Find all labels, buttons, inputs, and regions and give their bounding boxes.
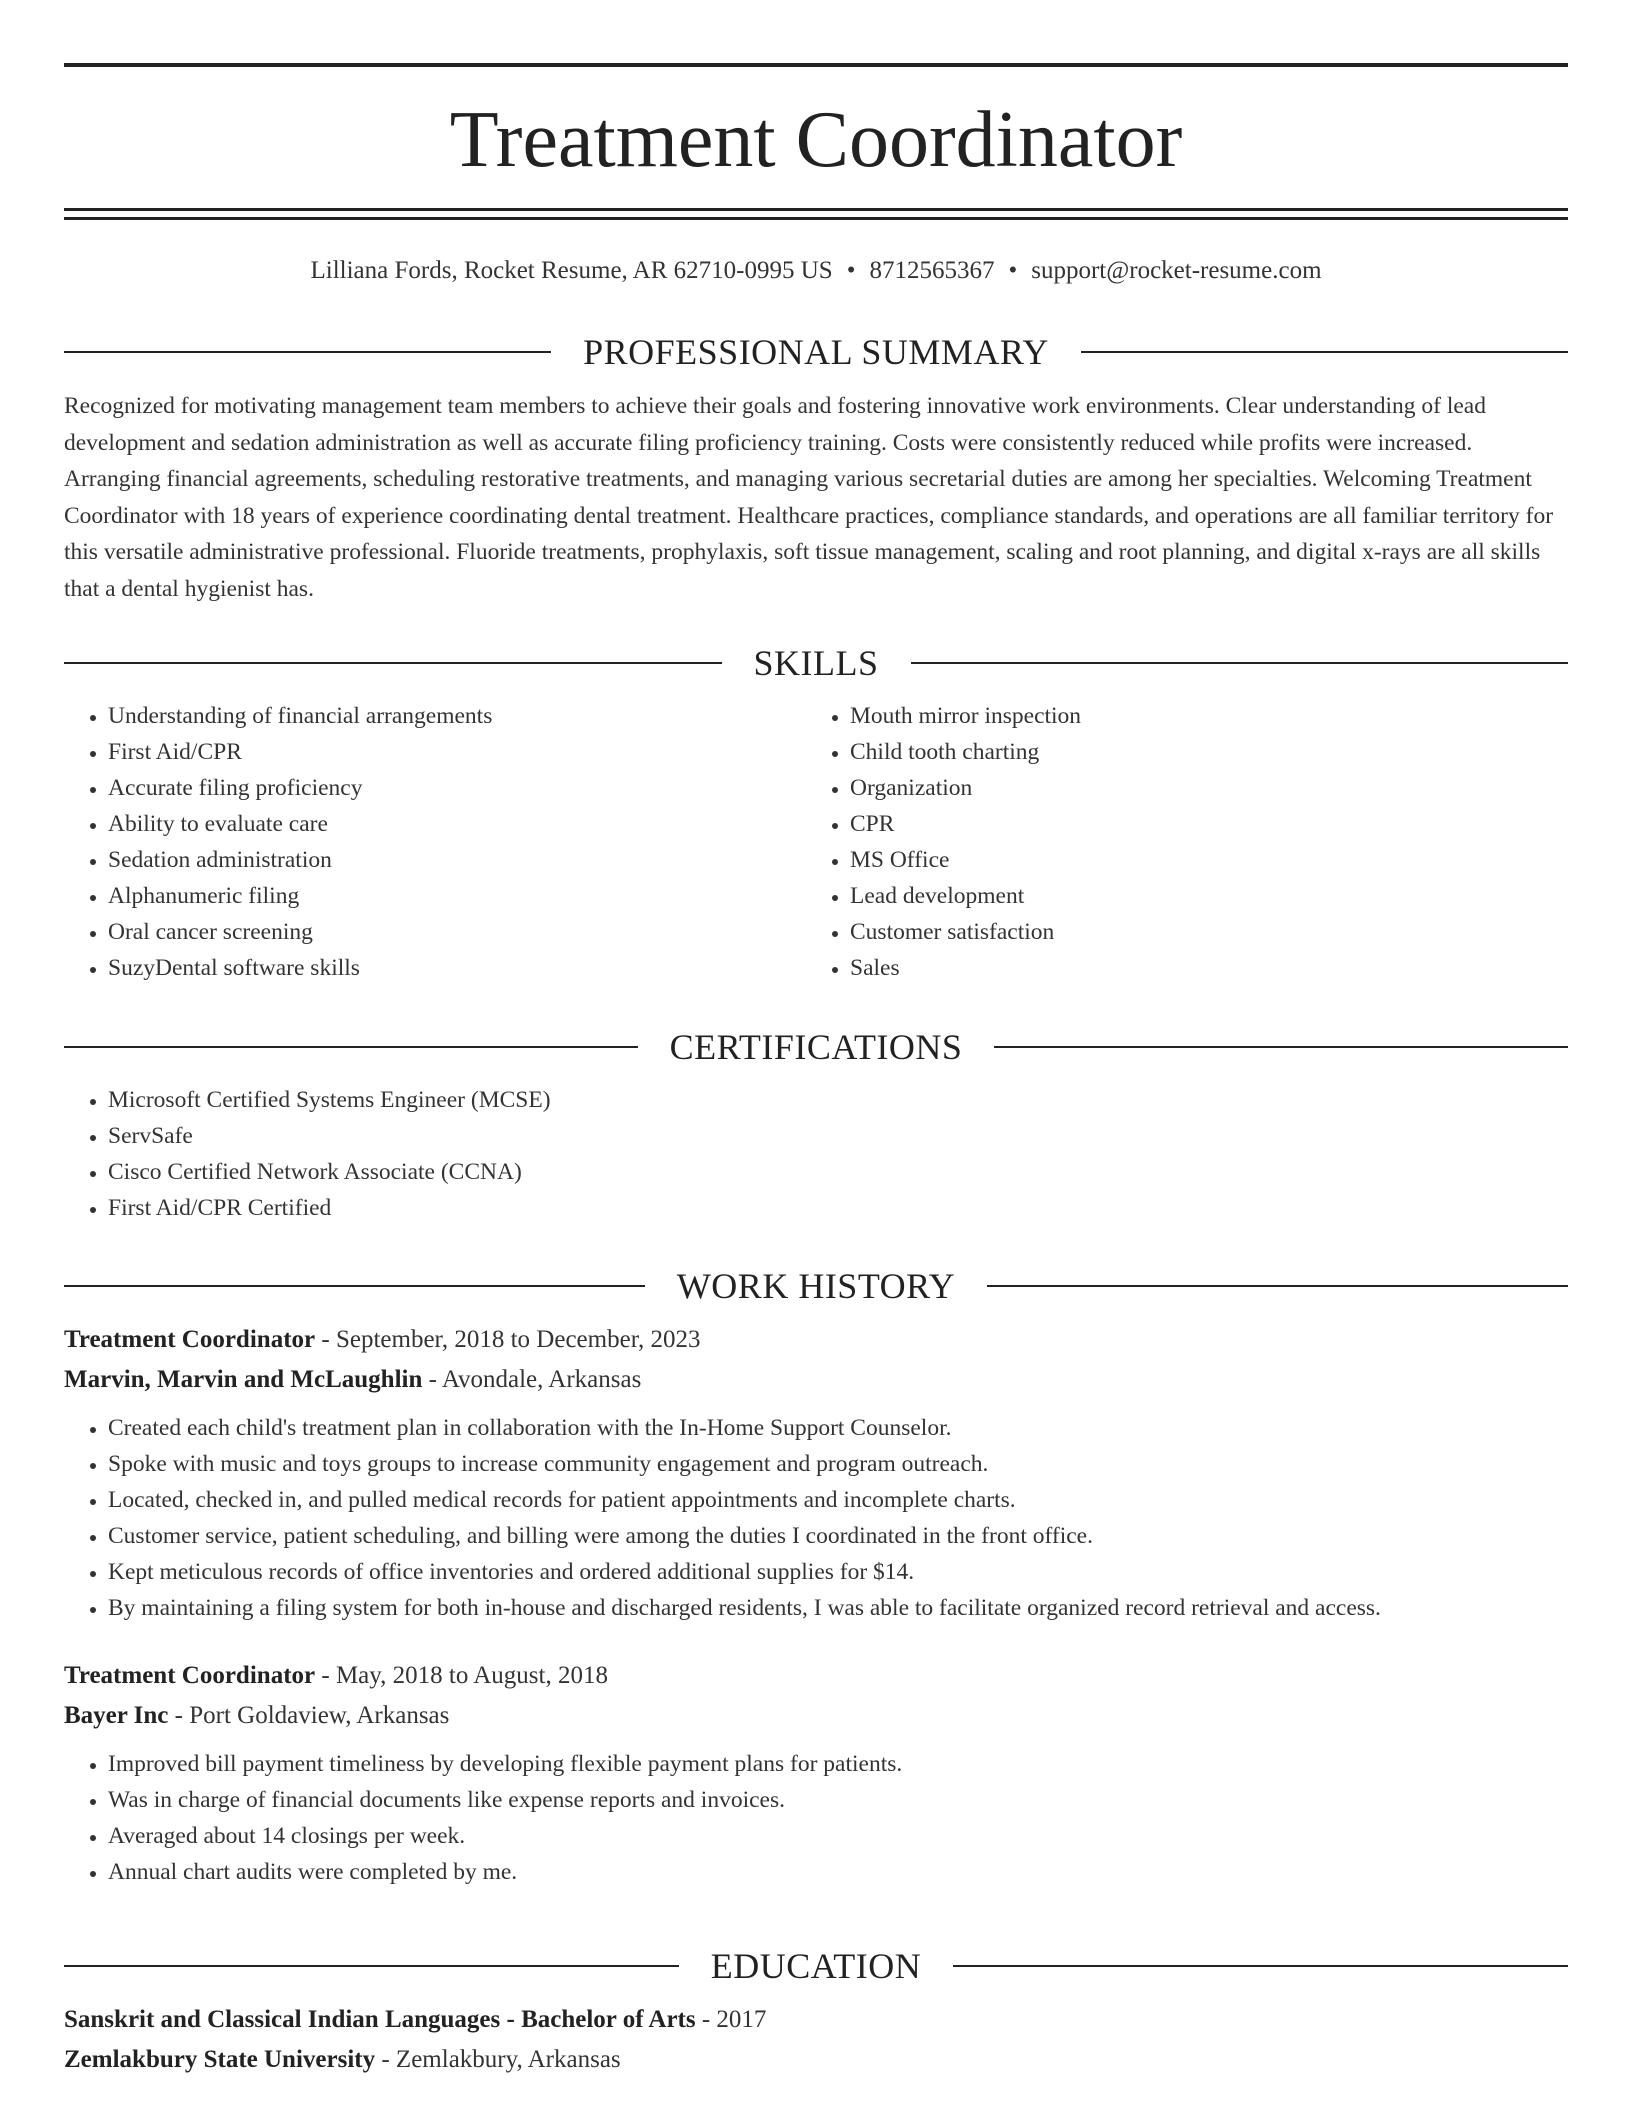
skills-section — [64, 641, 1568, 986]
work-history-section — [64, 1264, 1568, 1890]
job-bullet: • Customer service, patient scheduling, and billing were among the duties I coordinated in the front office. — [108, 1518, 1568, 1554]
top-rule — [64, 63, 1568, 67]
job-bullet: • Created each child's treatment plan in collaboration with the In-Home Support Counselor. — [108, 1410, 1568, 1446]
certifications-heading — [64, 1025, 1568, 1069]
skills-right-list — [806, 698, 1548, 986]
skill-item: • CPR — [850, 806, 1548, 842]
skills-left-column — [64, 698, 806, 986]
certifications-heading-label: CERTIFICATIONS — [669, 1027, 963, 1067]
job-dates: - May, 2018 to August, 2018 — [315, 1662, 608, 1689]
heading-rule — [987, 1285, 1568, 1287]
education-heading-label: EDUCATION — [710, 1946, 922, 1986]
job-entry — [64, 1656, 1568, 1890]
education-location: - Zemlakbury, Arkansas — [375, 2046, 621, 2073]
skill-item: • Lead development — [850, 878, 1548, 914]
skill-item: • First Aid/CPR — [108, 734, 806, 770]
skills-right-column — [806, 698, 1548, 986]
skill-item: • Customer satisfaction — [850, 914, 1548, 950]
job-bullet: • Kept meticulous records of office inventories and ordered additional supplies for $14. — [108, 1554, 1568, 1590]
heading-rule — [64, 351, 551, 353]
heading-rule — [994, 1046, 1568, 1048]
skills-columns — [64, 698, 1568, 986]
job-bullets — [64, 1410, 1568, 1626]
summary-heading — [64, 330, 1568, 374]
skill-item: • Oral cancer screening — [108, 914, 806, 950]
heading-rule — [911, 662, 1569, 664]
job-title-line — [64, 1320, 1568, 1360]
job-company-line — [64, 1360, 1568, 1400]
heading-rule — [1081, 351, 1568, 353]
job-entry — [64, 1320, 1568, 1626]
job-bullets — [64, 1746, 1568, 1890]
skill-item: • SuzyDental software skills — [108, 950, 806, 986]
contact-address: Lilliana Fords, Rocket Resume, AR 62710-0995 US — [310, 257, 833, 284]
skill-item: • Sedation administration — [108, 842, 806, 878]
job-bullet: • Spoke with music and toys groups to increase community engagement and program outreach. — [108, 1446, 1568, 1482]
heading-rule — [953, 1965, 1568, 1967]
skills-left-list — [64, 698, 806, 986]
certification-item: • First Aid/CPR Certified — [108, 1190, 1568, 1226]
job-location: - Port Goldaview, Arkansas — [168, 1702, 450, 1729]
certification-item: • ServSafe — [108, 1118, 1568, 1154]
certifications-list — [64, 1082, 1568, 1226]
heading-rule — [64, 1965, 679, 1967]
job-bullet: • By maintaining a filing system for both in-house and discharged residents, I was able to facilitate organized record retrieval and access. — [108, 1590, 1568, 1626]
job-title: Treatment Coordinator — [64, 1662, 316, 1689]
summary-text: Recognized for motivating management team members to achieve their goals and fostering innovative work environments. Clear understanding of lead development and sedation administration as well as accurate filing proficiency training. Costs were consistently reduced while profits were increased. Arranging financial agreements, scheduling restorative treatments, and managing various secretarial duties are among her specialties. Welcoming Treatment Coordinator with 18 years of experience coordinating dental treatment. Healthcare practices, compliance standards, and operations are all familiar territory for this versatile administrative professional. Fluoride treatments, prophylaxis, soft tissue management, scaling and root planning, and digital x-rays are all skills that a dental hygienist has. — [64, 393, 1554, 602]
work-history-heading — [64, 1264, 1568, 1308]
certifications-section — [64, 1025, 1568, 1226]
contact-email: support@rocket-resume.com — [1031, 257, 1322, 284]
contact-separator: • — [846, 257, 856, 284]
work-history-heading-label: WORK HISTORY — [676, 1266, 956, 1306]
job-bullet: • Annual chart audits were completed by me. — [108, 1854, 1568, 1890]
education-heading — [64, 1944, 1568, 1988]
skill-item: • Child tooth charting — [850, 734, 1548, 770]
education-degree: Sanskrit and Classical Indian Languages - Bachelor of Arts — [64, 2006, 696, 2033]
job-bullet: • Improved bill payment timeliness by developing flexible payment plans for patients. — [108, 1746, 1568, 1782]
summary-heading-label: PROFESSIONAL SUMMARY — [583, 332, 1049, 372]
education-entry — [64, 2000, 1568, 2080]
contact-separator: • — [1008, 257, 1018, 284]
skill-item: • Mouth mirror inspection — [850, 698, 1548, 734]
education-degree-line — [64, 2000, 1568, 2040]
job-location: - Avondale, Arkansas — [422, 1366, 642, 1393]
skill-item: • Understanding of financial arrangements — [108, 698, 806, 734]
skill-item: • Alphanumeric filing — [108, 878, 806, 914]
title-double-rule — [64, 208, 1568, 220]
job-title: Treatment Coordinator — [64, 1326, 316, 1353]
summary-section — [64, 330, 1568, 607]
job-dates: - September, 2018 to December, 2023 — [315, 1326, 701, 1353]
heading-rule — [64, 1046, 638, 1048]
education-school: Zemlakbury State University — [64, 2046, 376, 2073]
certification-item: • Cisco Certified Network Associate (CCNA) — [108, 1154, 1568, 1190]
skill-item: • Accurate filing proficiency — [108, 770, 806, 806]
education-school-line — [64, 2040, 1568, 2080]
job-company-line — [64, 1696, 1568, 1736]
skills-heading — [64, 641, 1568, 685]
certification-item: • Microsoft Certified Systems Engineer (MCSE) — [108, 1082, 1568, 1118]
skill-item: • Sales — [850, 950, 1548, 986]
job-title-line — [64, 1656, 1568, 1696]
heading-rule — [64, 1285, 645, 1287]
contact-phone: 8712565367 — [869, 257, 995, 284]
skills-heading-label: SKILLS — [753, 643, 879, 683]
heading-rule — [64, 662, 722, 664]
skill-item: • Organization — [850, 770, 1548, 806]
job-company: Bayer Inc — [64, 1702, 169, 1729]
contact-line — [64, 254, 1568, 288]
resume-title: Treatment Coordinator — [449, 96, 1183, 184]
education-year: - 2017 — [695, 2006, 767, 2033]
job-bullet: • Located, checked in, and pulled medical records for patient appointments and incomplete charts. — [108, 1482, 1568, 1518]
education-section — [64, 1944, 1568, 2080]
skill-item: • Ability to evaluate care — [108, 806, 806, 842]
skill-item: • MS Office — [850, 842, 1548, 878]
job-bullet: • Averaged about 14 closings per week. — [108, 1818, 1568, 1854]
job-company: Marvin, Marvin and McLaughlin — [64, 1366, 423, 1393]
job-bullet: • Was in charge of financial documents like expense reports and invoices. — [108, 1782, 1568, 1818]
